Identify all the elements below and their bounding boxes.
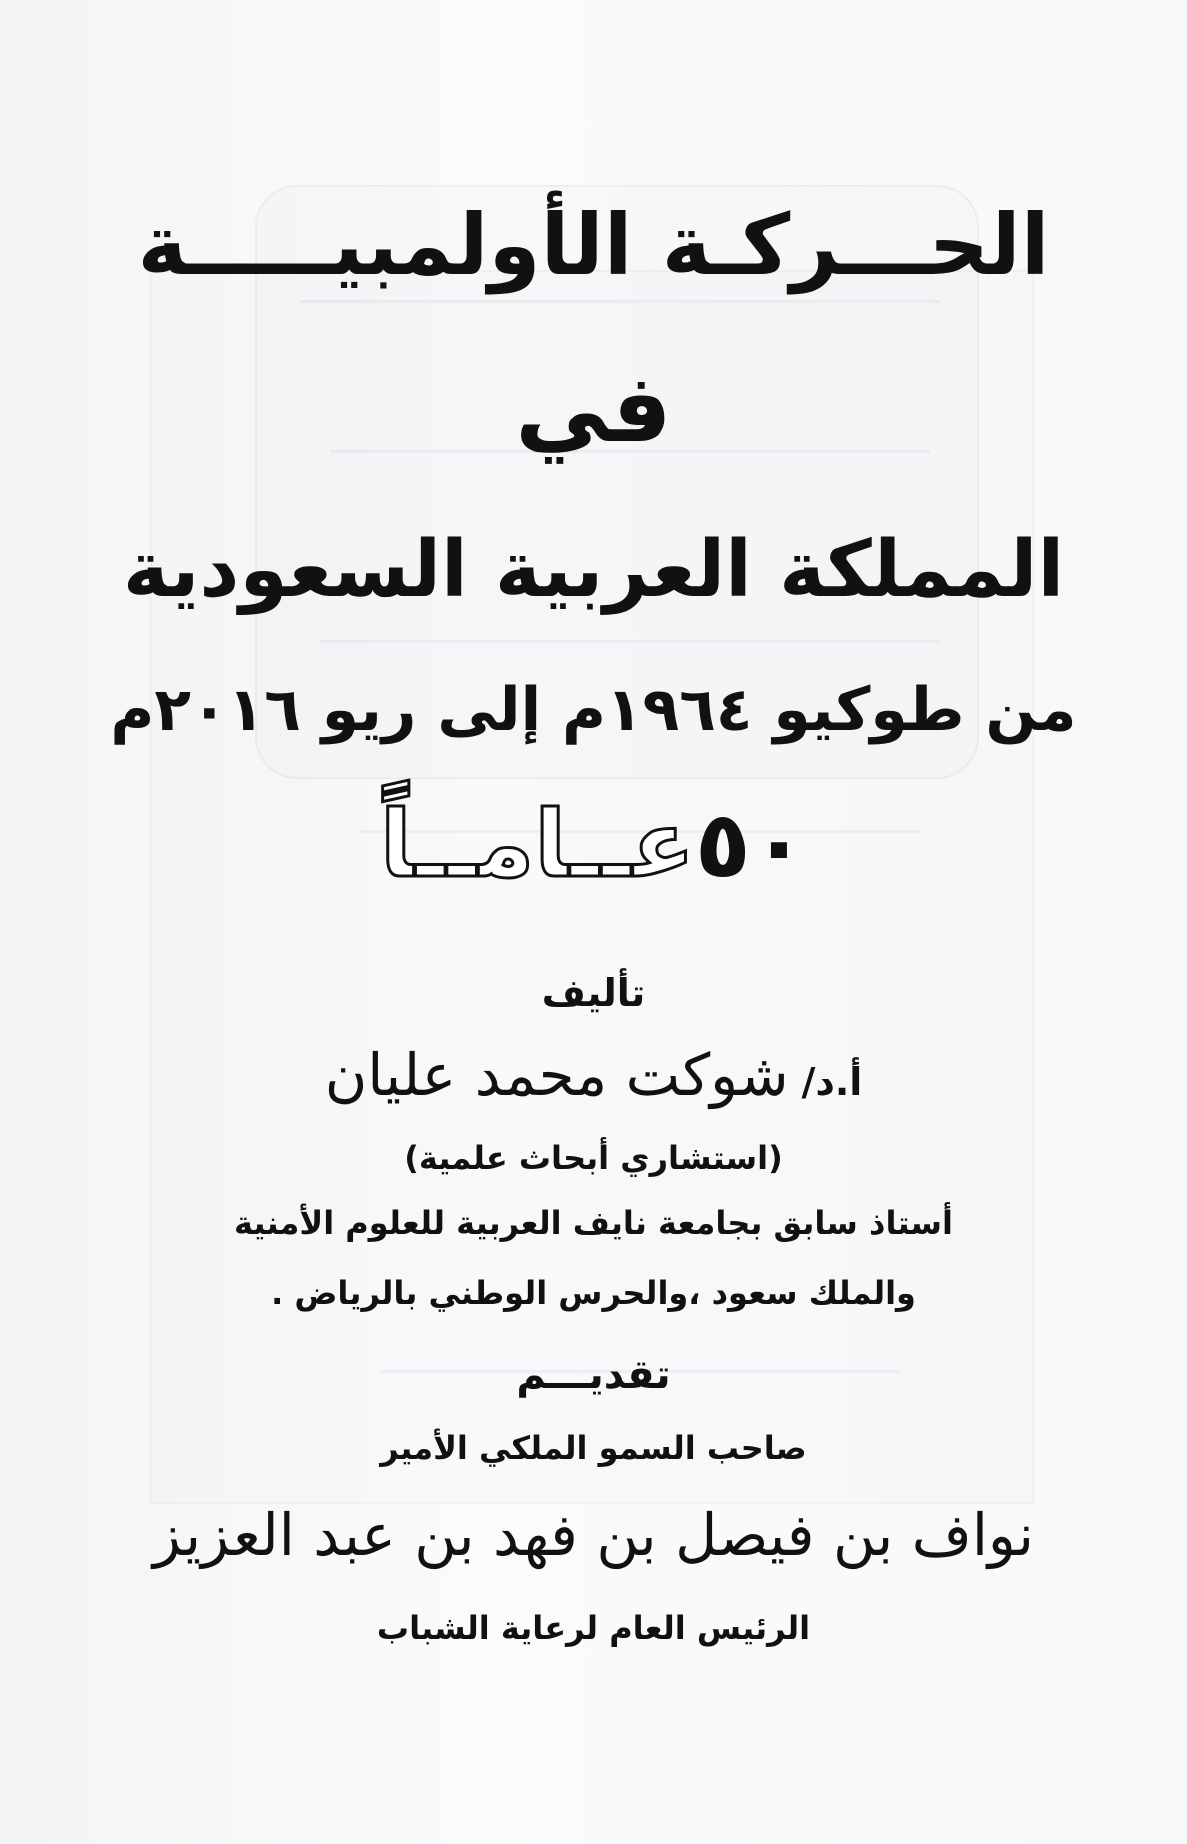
anniversary-number: ٥٠ <box>694 791 807 898</box>
bleed-line <box>320 640 940 643</box>
author-role: (استشاري أبحاث علمية) <box>404 1139 783 1177</box>
book-title-line-3: المملكة العربية السعودية <box>122 525 1065 615</box>
authorship-label: تأليف <box>541 971 646 1015</box>
book-title-line-1: الحـــركـة الأولمبيـــــة <box>137 196 1050 294</box>
book-title-line-2: في <box>515 355 672 464</box>
introduction-role: الرئيس العام لرعاية الشباب <box>376 1609 811 1647</box>
author-name: شوكت محمد عليان <box>324 1041 789 1109</box>
anniversary-heading <box>0 790 1187 900</box>
author-bio-line-1: أستاذ سابق بجامعة نايف العربية للعلوم الأمنية <box>234 1204 953 1242</box>
author-line <box>0 1040 1187 1117</box>
book-subtitle-dates: من طوكيو ١٩٦٤م إلى ريو ٢٠١٦م <box>110 675 1077 745</box>
anniversary-word: عــامــاً <box>380 791 695 898</box>
introduction-label: تقديـــم <box>516 1352 671 1398</box>
bleed-line <box>300 300 940 303</box>
author-title-prefix: أ.د/ <box>801 1060 863 1104</box>
introduction-name: نواف بن فيصل بن فهد بن عبد العزيز <box>152 1501 1035 1569</box>
author-bio-line-2: والملك سعود ،والحرس الوطني بالرياض . <box>271 1274 916 1312</box>
introduction-honorific: صاحب السمو الملكي الأمير <box>380 1429 807 1467</box>
